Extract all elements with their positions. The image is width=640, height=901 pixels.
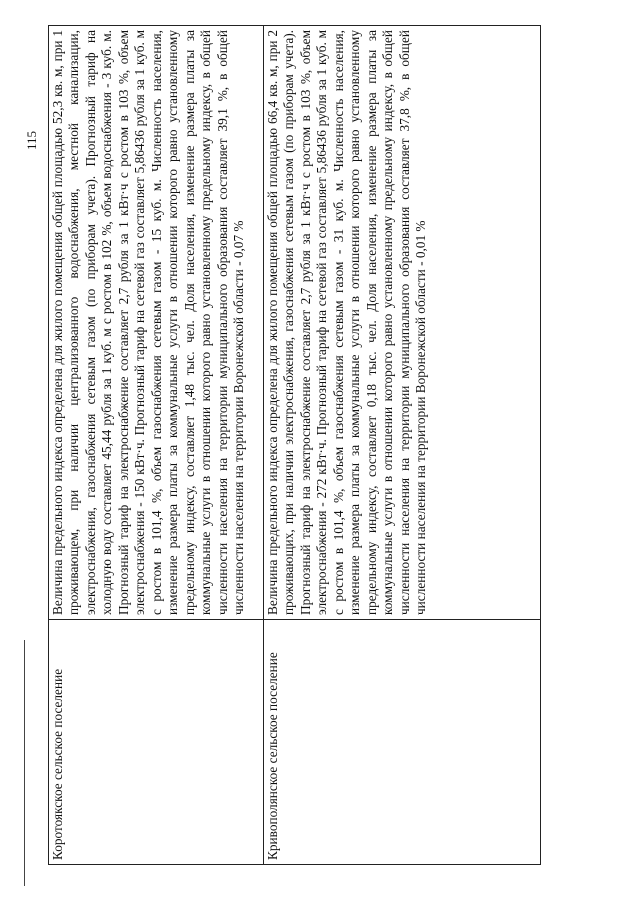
index-description-cell: Величина предельного индекса определена для жилого помещения общей площадью 66,4 кв. м, при 2 проживающих, при наличии электроснабжения, газоснабжения сетевым газом (по приборам учета). Прогнозный тариф на электроснабжение составляет 2,7 рубля за 1 кВт·ч с ростом в 103 %, объем электроснабжения - 272 кВт·ч. Прогнозный тариф на сетевой газ составляет 5,86436 рубля за 1 куб. м с ростом в 101,4 %, объем газоснабжения сетевым газом - 31 куб. м. Численность населения, изменение размера платы за коммунальные услуги в отношении которого равно установленному предельному индексу, составляет 0,18 тыс. чел. Доля населения, изменение размера платы за коммунальные услуги в отношении которого равно установленному предельному индексу, в общей численности населения на территории муниципального образования составляет 37,8 %, в общей численности населения на территории Воронежской области - 0,01 % [264, 26, 541, 620]
footnote-separator [24, 640, 25, 886]
settlement-name-cell: Кривополянское сельское поселение [264, 620, 541, 865]
tariff-table [48, 25, 541, 865]
table-row [49, 26, 264, 865]
settlement-name-cell: Коротоякское сельское поселение [49, 620, 264, 865]
page-number: 115 [24, 130, 39, 150]
table-row [264, 26, 541, 865]
tariff-table-rotated [48, 25, 536, 865]
index-description-cell: Величина предельного индекса определена для жилого помещения общей площадью 52,3 кв. м, при 1 проживающем, при наличии централизованного водоснабжения, местной канализации, электроснабжения, газоснабжения сетевым газом (по приборам учета). Прогнозный тариф на холодную воду составляет 45,44 рубля за 1 куб. м с ростом в 102 %, объем водоснабжения - 3 куб. м. Прогнозный тариф на электроснабжение составляет 2,7 рубля за 1 кВт·ч с ростом в 103 %, объем электроснабжения - 150 кВт·ч. Прогнозный тариф на сетевой газ составляет 5,86436 рубля за 1 куб. м с ростом в 101,4 %, объем газоснабжения сетевым газом - 15 куб. м. Численность населения, изменение размера платы за коммунальные услуги в отношении которого равно установленному предельному индексу, составляет 1,48 тыс. чел. Доля населения, изменение размера платы за коммунальные услуги в отношении которого равно установленному предельному индексу, в общей численности населения на территории муниципального образования составляет 39,1 %, в общей численности населения на территории Воронежской области - 0,07 % [49, 26, 264, 620]
